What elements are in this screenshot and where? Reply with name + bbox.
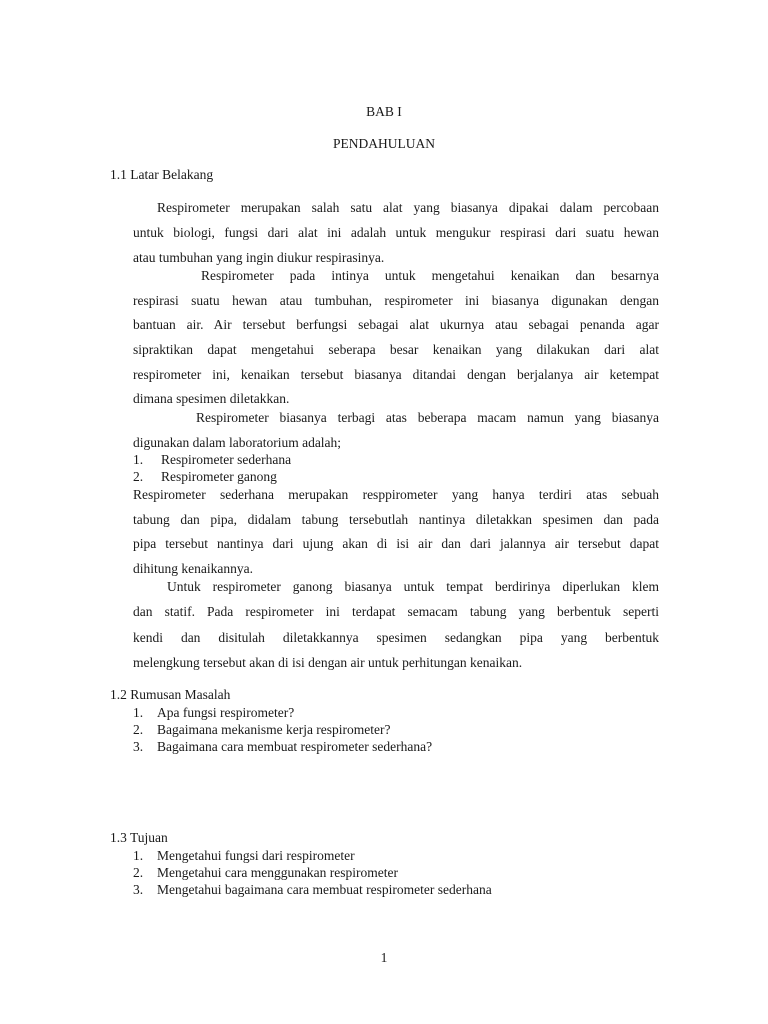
paragraph-line: Untuk respirometer ganong biasanya untuk tempat berdirinya diperlukan klem [167,579,659,594]
list-number: 2. [133,469,144,484]
list-item: Mengetahui bagaimana cara membuat respirometer sederhana [157,882,492,897]
paragraph-line: bantuan air. Air tersebut berfungsi sebagai alat ukurnya atau sebagai penanda agar [133,317,659,332]
page-number: 1 [380,950,388,965]
section-heading-latar-belakang: 1.1 Latar Belakang [110,167,214,182]
paragraph-line: Respirometer pada intinya untuk mengetahui kenaikan dan besarnya [201,268,659,283]
paragraph-line: dan statif. Pada respirometer ini terdapat semacam tabung yang berbentuk seperti [133,604,659,619]
paragraph-line: Respirometer merupakan salah satu alat yang biasanya dipakai dalam percobaan [157,200,659,215]
list-item: Mengetahui cara menggunakan respirometer [157,865,399,880]
paragraph-line: Respirometer biasanya terbagi atas beberapa macam namun yang biasanya [196,410,659,425]
list-item: Bagaimana mekanisme kerja respirometer? [157,722,391,737]
paragraph-line: untuk biologi, fungsi dari alat ini adalah untuk mengukur respirasi dari suatu hewan [133,225,659,240]
paragraph-line: digunakan dalam laboratorium adalah; [133,435,342,450]
list-number: 3. [133,882,144,897]
paragraph-line: kendi dan disitulah diletakkannya spesimen sedangkan pipa yang berbentuk [133,630,659,645]
list-item: Apa fungsi respirometer? [157,705,295,720]
paragraph-line: dihitung kenaikannya. [133,561,253,576]
list-number: 3. [133,739,144,754]
paragraph-line: respirasi suatu hewan atau tumbuhan, respirometer ini biasanya digunakan dengan [133,293,659,308]
list-number: 2. [133,865,144,880]
list-number: 1. [133,452,144,467]
list-item: Respirometer ganong [161,469,277,484]
list-number: 2. [133,722,144,737]
section-heading-rumusan-masalah: 1.2 Rumusan Masalah [110,687,231,702]
list-number: 1. [133,705,144,720]
paragraph-line: sipraktikan dapat mengetahui seberapa besar kenaikan yang dilakukan dari alat [133,342,659,357]
paragraph-line: dimana spesimen diletakkan. [133,391,290,406]
list-item: Respirometer sederhana [161,452,292,467]
chapter-number: BAB I [366,104,402,119]
paragraph-line: Respirometer sederhana merupakan resppirometer yang hanya terdiri atas sebuah [133,487,659,502]
paragraph-line: respirometer ini, kenaikan tersebut biasanya ditandai dengan berjalanya air ketempat [133,367,659,382]
paragraph-line: tabung dan pipa, didalam tabung tersebutlah nantinya diletakkan spesimen dan pada [133,512,659,527]
paragraph-line: melengkung tersebut akan di isi dengan air untuk perhitungan kenaikan. [133,655,523,670]
list-item: Mengetahui fungsi dari respirometer [157,848,355,863]
list-item: Bagaimana cara membuat respirometer sederhana? [157,739,433,754]
paragraph-line: atau tumbuhan yang ingin diukur respirasinya. [133,250,385,265]
list-number: 1. [133,848,144,863]
chapter-title: PENDAHULUAN [333,136,435,151]
section-heading-tujuan: 1.3 Tujuan [110,830,168,845]
paragraph-line: pipa tersebut nantinya dari ujung akan di isi air dan dari jalannya air tersebut dapat [133,536,659,551]
